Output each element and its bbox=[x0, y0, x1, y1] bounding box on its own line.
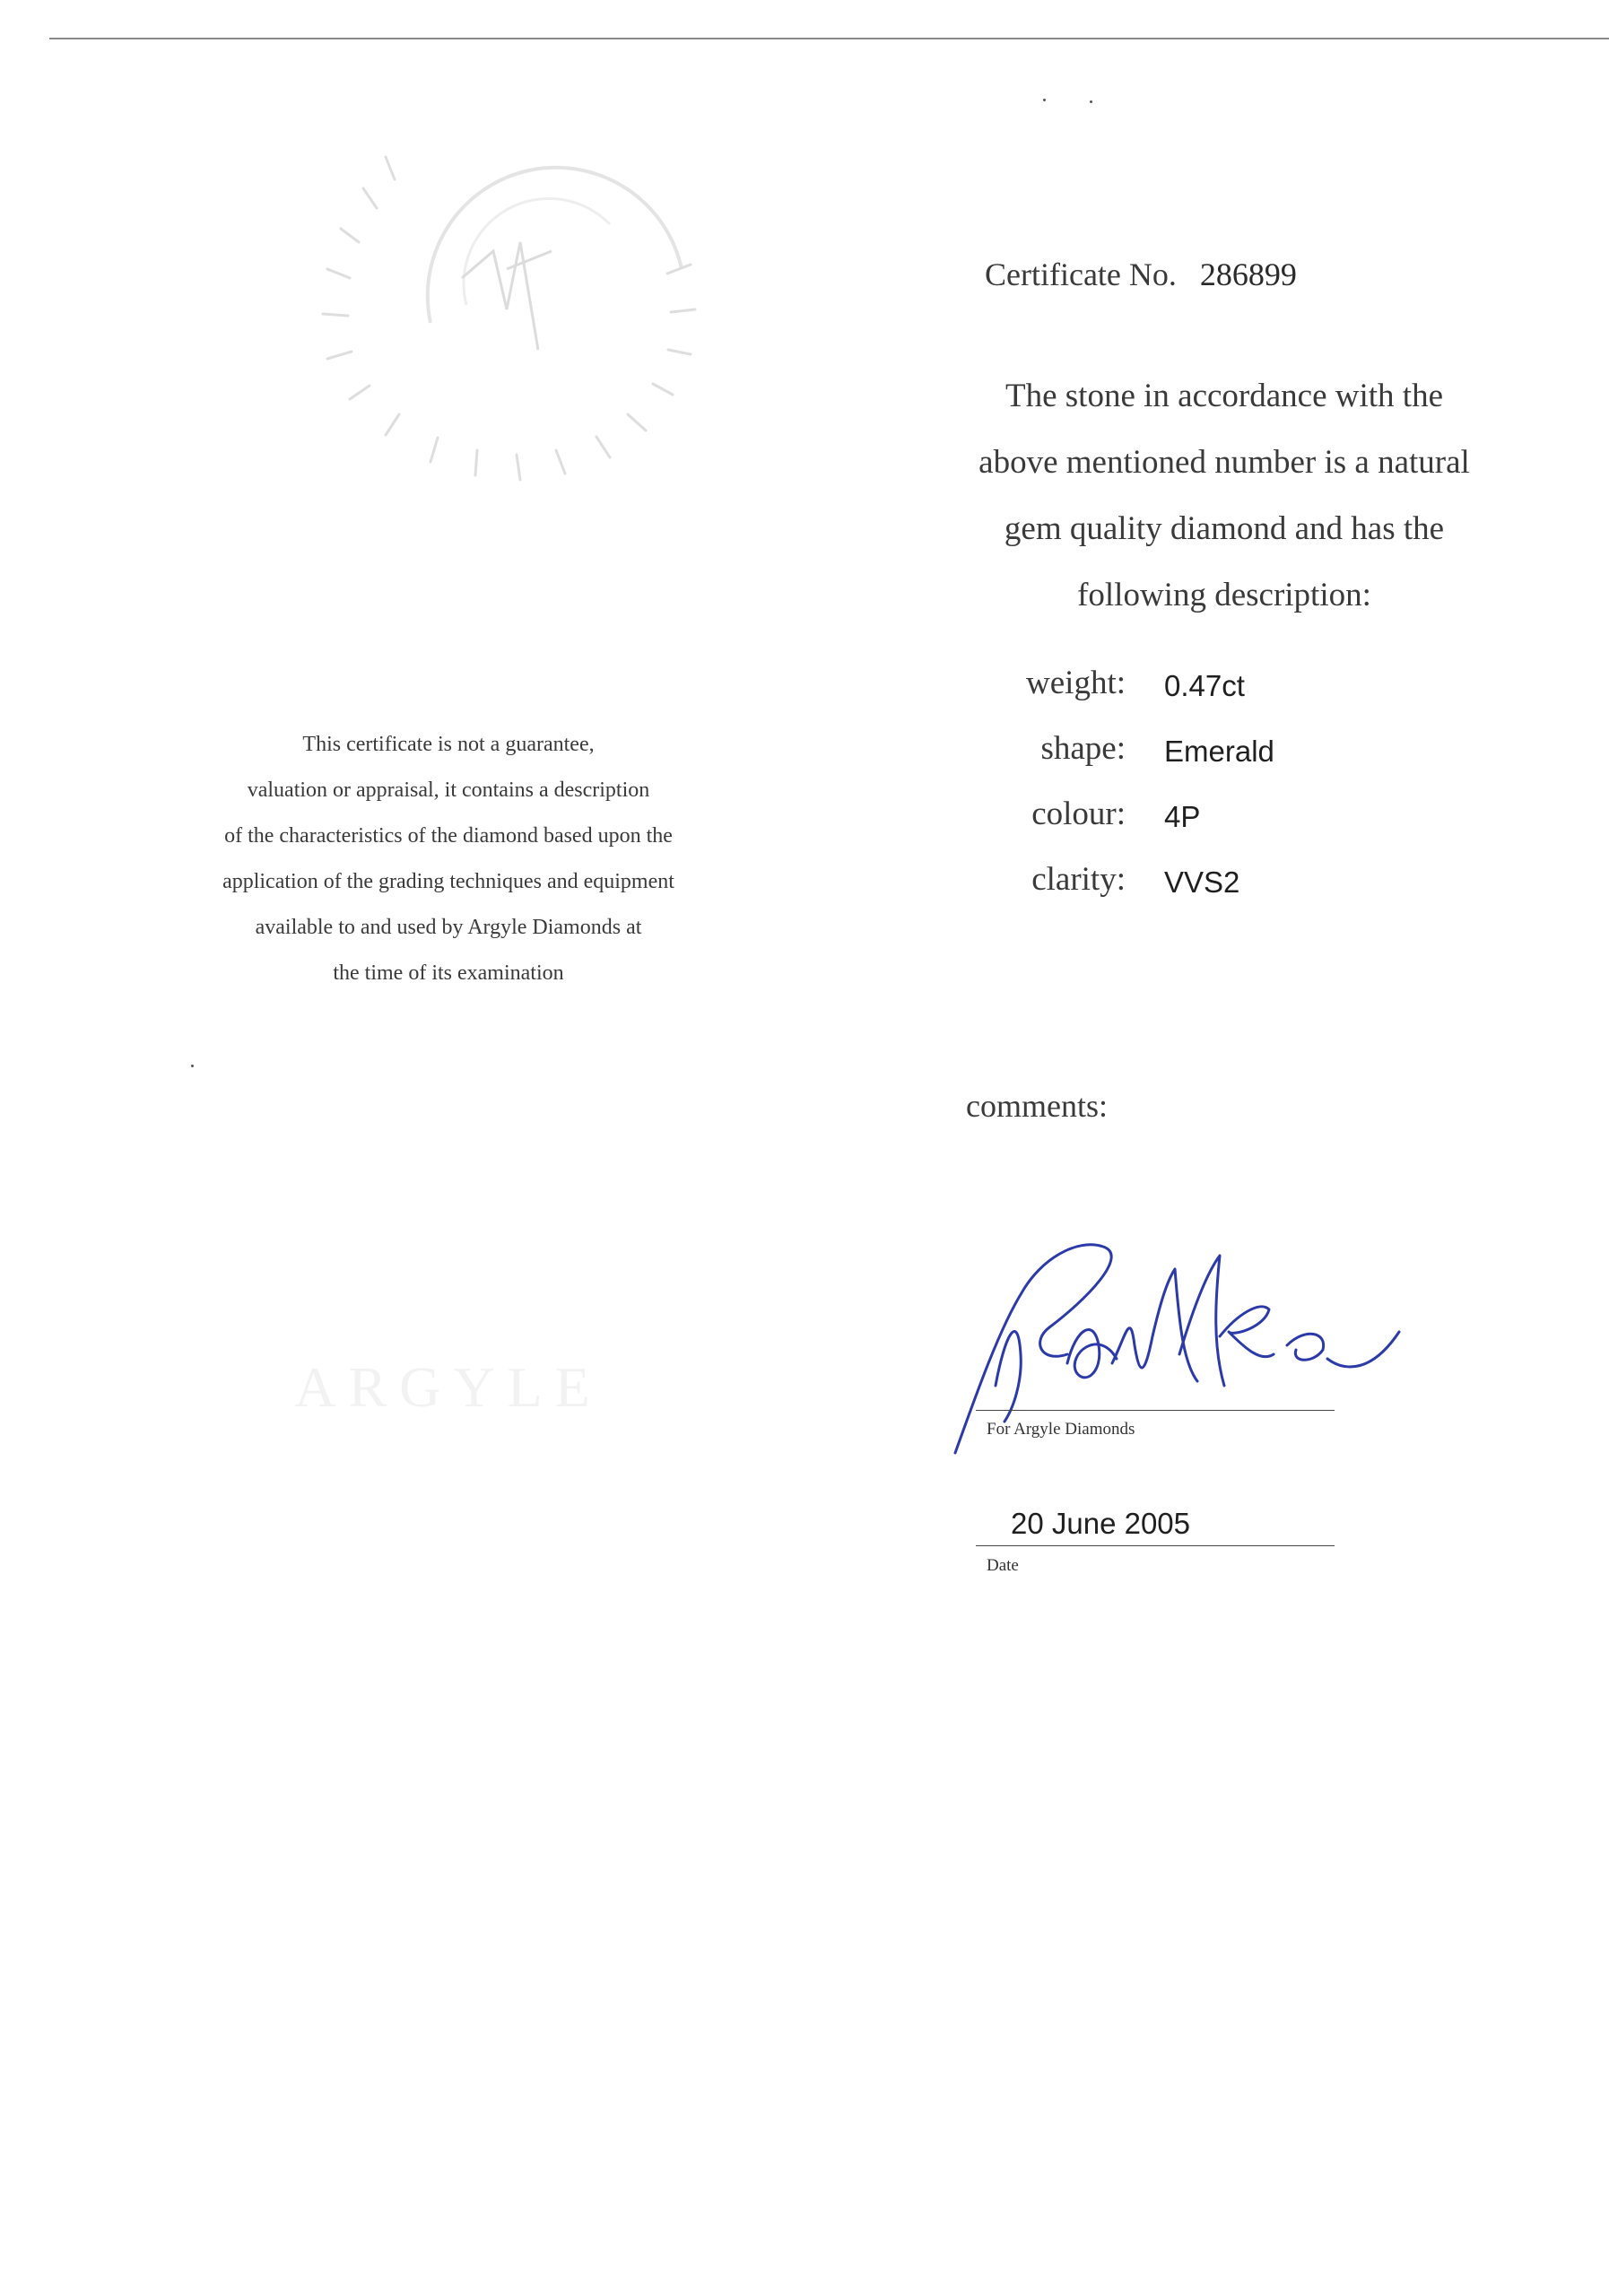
embossed-seal bbox=[314, 117, 762, 520]
specs-table bbox=[951, 664, 1489, 926]
watermark-logo: ARGYLE bbox=[294, 1355, 603, 1419]
speck-mark bbox=[1090, 100, 1092, 103]
speck-mark bbox=[191, 1065, 194, 1067]
spec-value: 0.47ct bbox=[1164, 669, 1245, 702]
spec-value: VVS2 bbox=[1164, 865, 1240, 899]
spec-label: weight: bbox=[1026, 665, 1126, 701]
comments-label: comments: bbox=[966, 1088, 1108, 1124]
statement-block bbox=[933, 363, 1516, 629]
disclaimer-line: of the characteristics of the diamond based upon the bbox=[224, 824, 673, 848]
date-line bbox=[976, 1545, 1335, 1546]
spec-label: shape: bbox=[1040, 730, 1126, 767]
statement-line: gem quality diamond and has the bbox=[1004, 510, 1445, 547]
certificate-number-label: Certificate No. bbox=[985, 257, 1177, 292]
disclaimer-block bbox=[144, 722, 753, 996]
disclaimer-line: This certificate is not a guarantee, bbox=[302, 733, 595, 756]
disclaimer-line: application of the grading techniques and equipment bbox=[222, 870, 674, 893]
spec-value: 4P bbox=[1164, 800, 1201, 833]
signature-line bbox=[976, 1410, 1335, 1411]
spec-row-colour bbox=[951, 795, 1489, 860]
certificate-number-value: 286899 bbox=[1199, 257, 1297, 292]
spec-label: colour: bbox=[1031, 796, 1126, 832]
spec-row-shape bbox=[951, 729, 1489, 795]
disclaimer-line: available to and used by Argyle Diamonds at bbox=[255, 916, 642, 939]
statement-line: The stone in accordance with the bbox=[1005, 378, 1443, 414]
spec-label: clarity: bbox=[1031, 861, 1126, 898]
speck-mark bbox=[1043, 99, 1046, 101]
disclaimer-line: the time of its examination bbox=[333, 961, 564, 985]
statement-line: above mentioned number is a natural bbox=[978, 444, 1470, 481]
top-rule bbox=[49, 38, 1609, 39]
signature-caption: For Argyle Diamonds bbox=[987, 1420, 1135, 1439]
statement-line: following description: bbox=[1077, 577, 1371, 613]
spec-row-clarity bbox=[951, 860, 1489, 926]
disclaimer-line: valuation or appraisal, it contains a description bbox=[247, 778, 650, 802]
date-caption: Date bbox=[987, 1556, 1019, 1575]
date-value: 20 June 2005 bbox=[1011, 1507, 1191, 1540]
spec-value: Emerald bbox=[1164, 735, 1274, 768]
certificate-number bbox=[985, 256, 1297, 293]
spec-row-weight bbox=[951, 664, 1489, 729]
